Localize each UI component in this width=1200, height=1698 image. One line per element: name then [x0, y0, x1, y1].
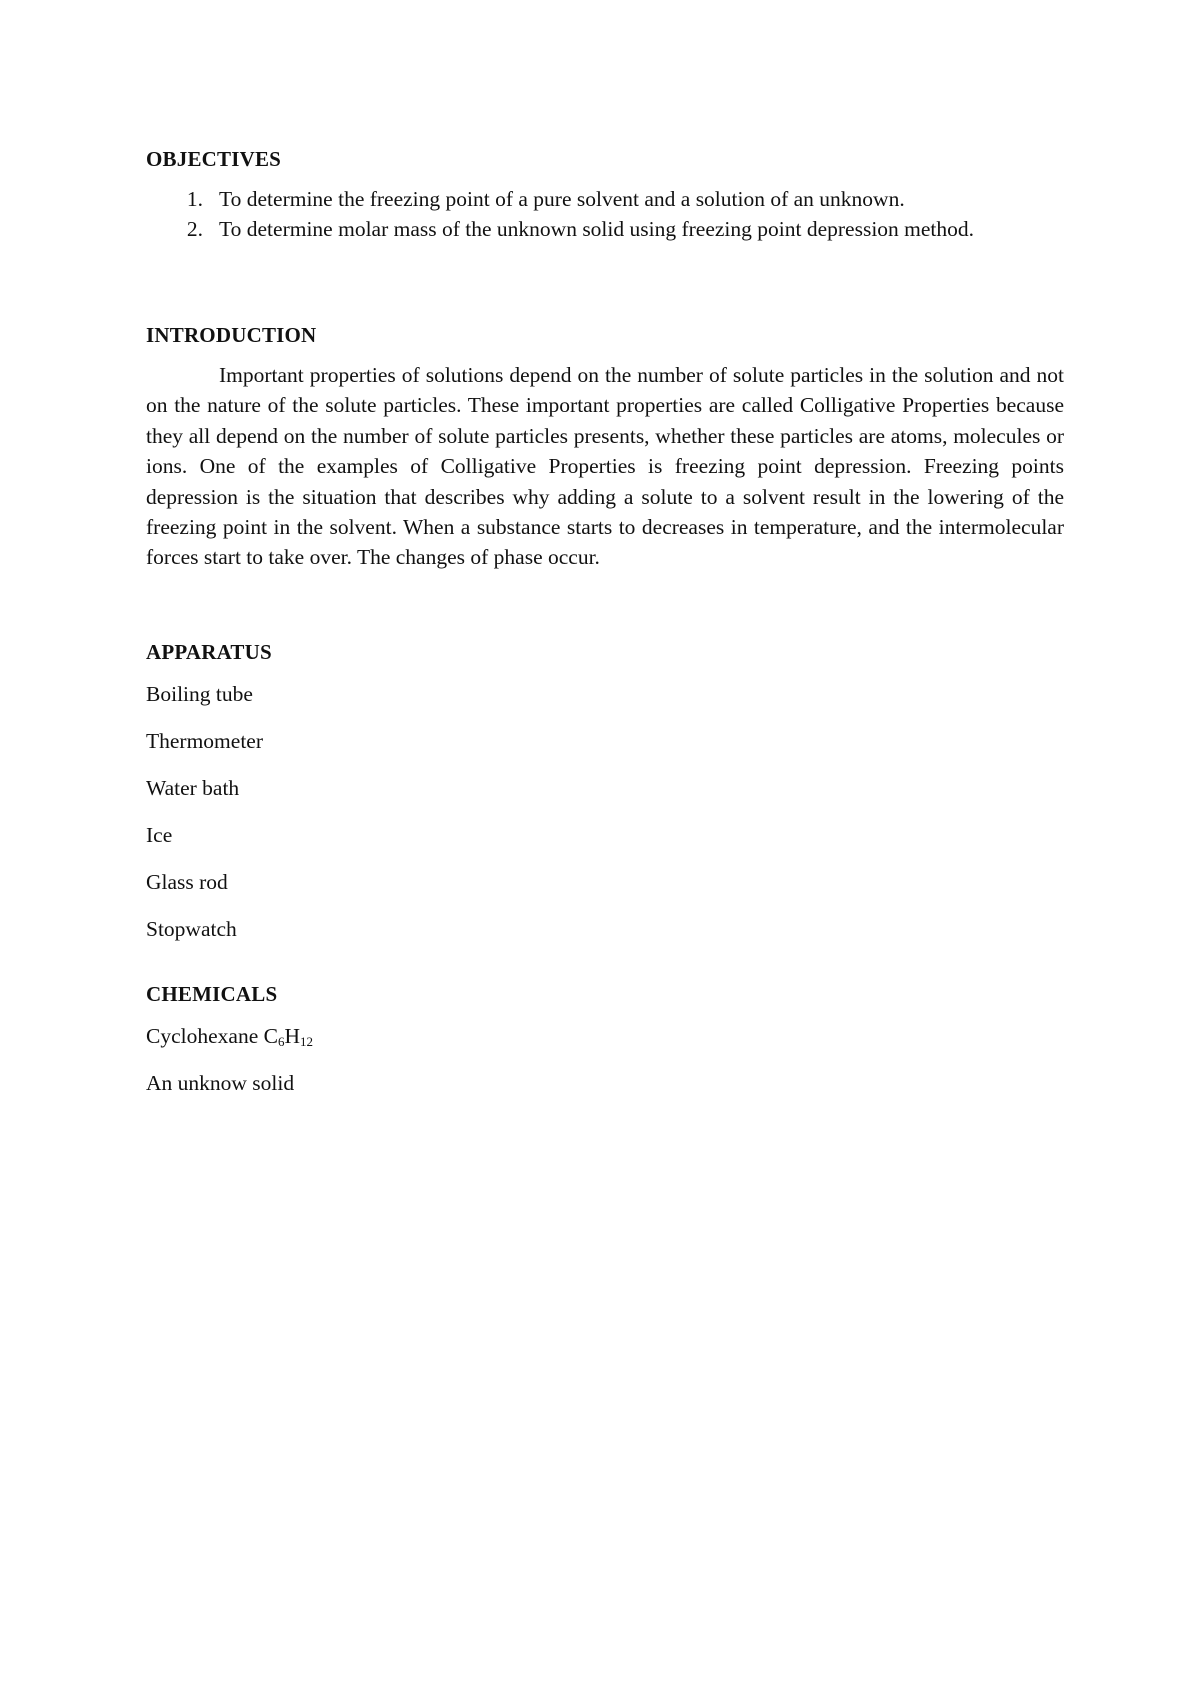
- apparatus-item: Water bath: [146, 775, 240, 800]
- subscript-carbon: 6: [277, 1033, 285, 1049]
- apparatus-item: Thermometer: [146, 728, 264, 753]
- objective-text: To determine molar mass of the unknown solid using freezing point depression method.: [219, 217, 975, 241]
- apparatus-item: Ice: [146, 822, 173, 847]
- objective-item-1: [146, 184, 1064, 214]
- document-page: [146, 142, 1064, 1115]
- apparatus-item: Glass rod: [146, 869, 228, 894]
- apparatus-list: [146, 679, 1064, 944]
- chemical-unknown: An unknow solid: [146, 1070, 295, 1095]
- apparatus-item: Boiling tube: [146, 681, 253, 706]
- chemical-cyclohexane: [146, 1021, 1064, 1051]
- apparatus-heading: APPARATUS: [146, 639, 272, 664]
- chemical-hydrogen: H: [284, 1023, 300, 1048]
- objective-number: 1.: [186, 187, 203, 211]
- objectives-heading: OBJECTIVES: [146, 147, 282, 171]
- chemicals-heading: CHEMICALS: [146, 981, 278, 1006]
- objectives-list: [146, 184, 1064, 244]
- introduction-paragraph: Important properties of solutions depend on the number of solute particles in the solution and not on the nature of the solute particles. These important properties are called Colligative Properties because they all depend on the number of solute particles presents, whether these particles are atoms, molecules or ions. One of the examples of Colligative Properties is freezing point depression. Freezing points depression is the situation that describes why adding a solute to a solvent result in the lowering of the freezing point in the solvent. When a substance starts to decreases in temperature, and the intermolecular forces start to take over. The changes of phase occur.: [146, 363, 1064, 570]
- objective-text: To determine the freezing point of a pure solvent and a solution of an unknown.: [219, 187, 905, 211]
- introduction-heading: INTRODUCTION: [146, 323, 317, 347]
- subscript-hydrogen: 12: [299, 1033, 313, 1049]
- apparatus-item: Stopwatch: [146, 916, 237, 941]
- objective-item-2: [146, 214, 1064, 244]
- chemical-name: Cyclohexane C: [146, 1023, 278, 1048]
- chemicals-list: [146, 1021, 1064, 1098]
- objective-number: 2.: [186, 217, 203, 241]
